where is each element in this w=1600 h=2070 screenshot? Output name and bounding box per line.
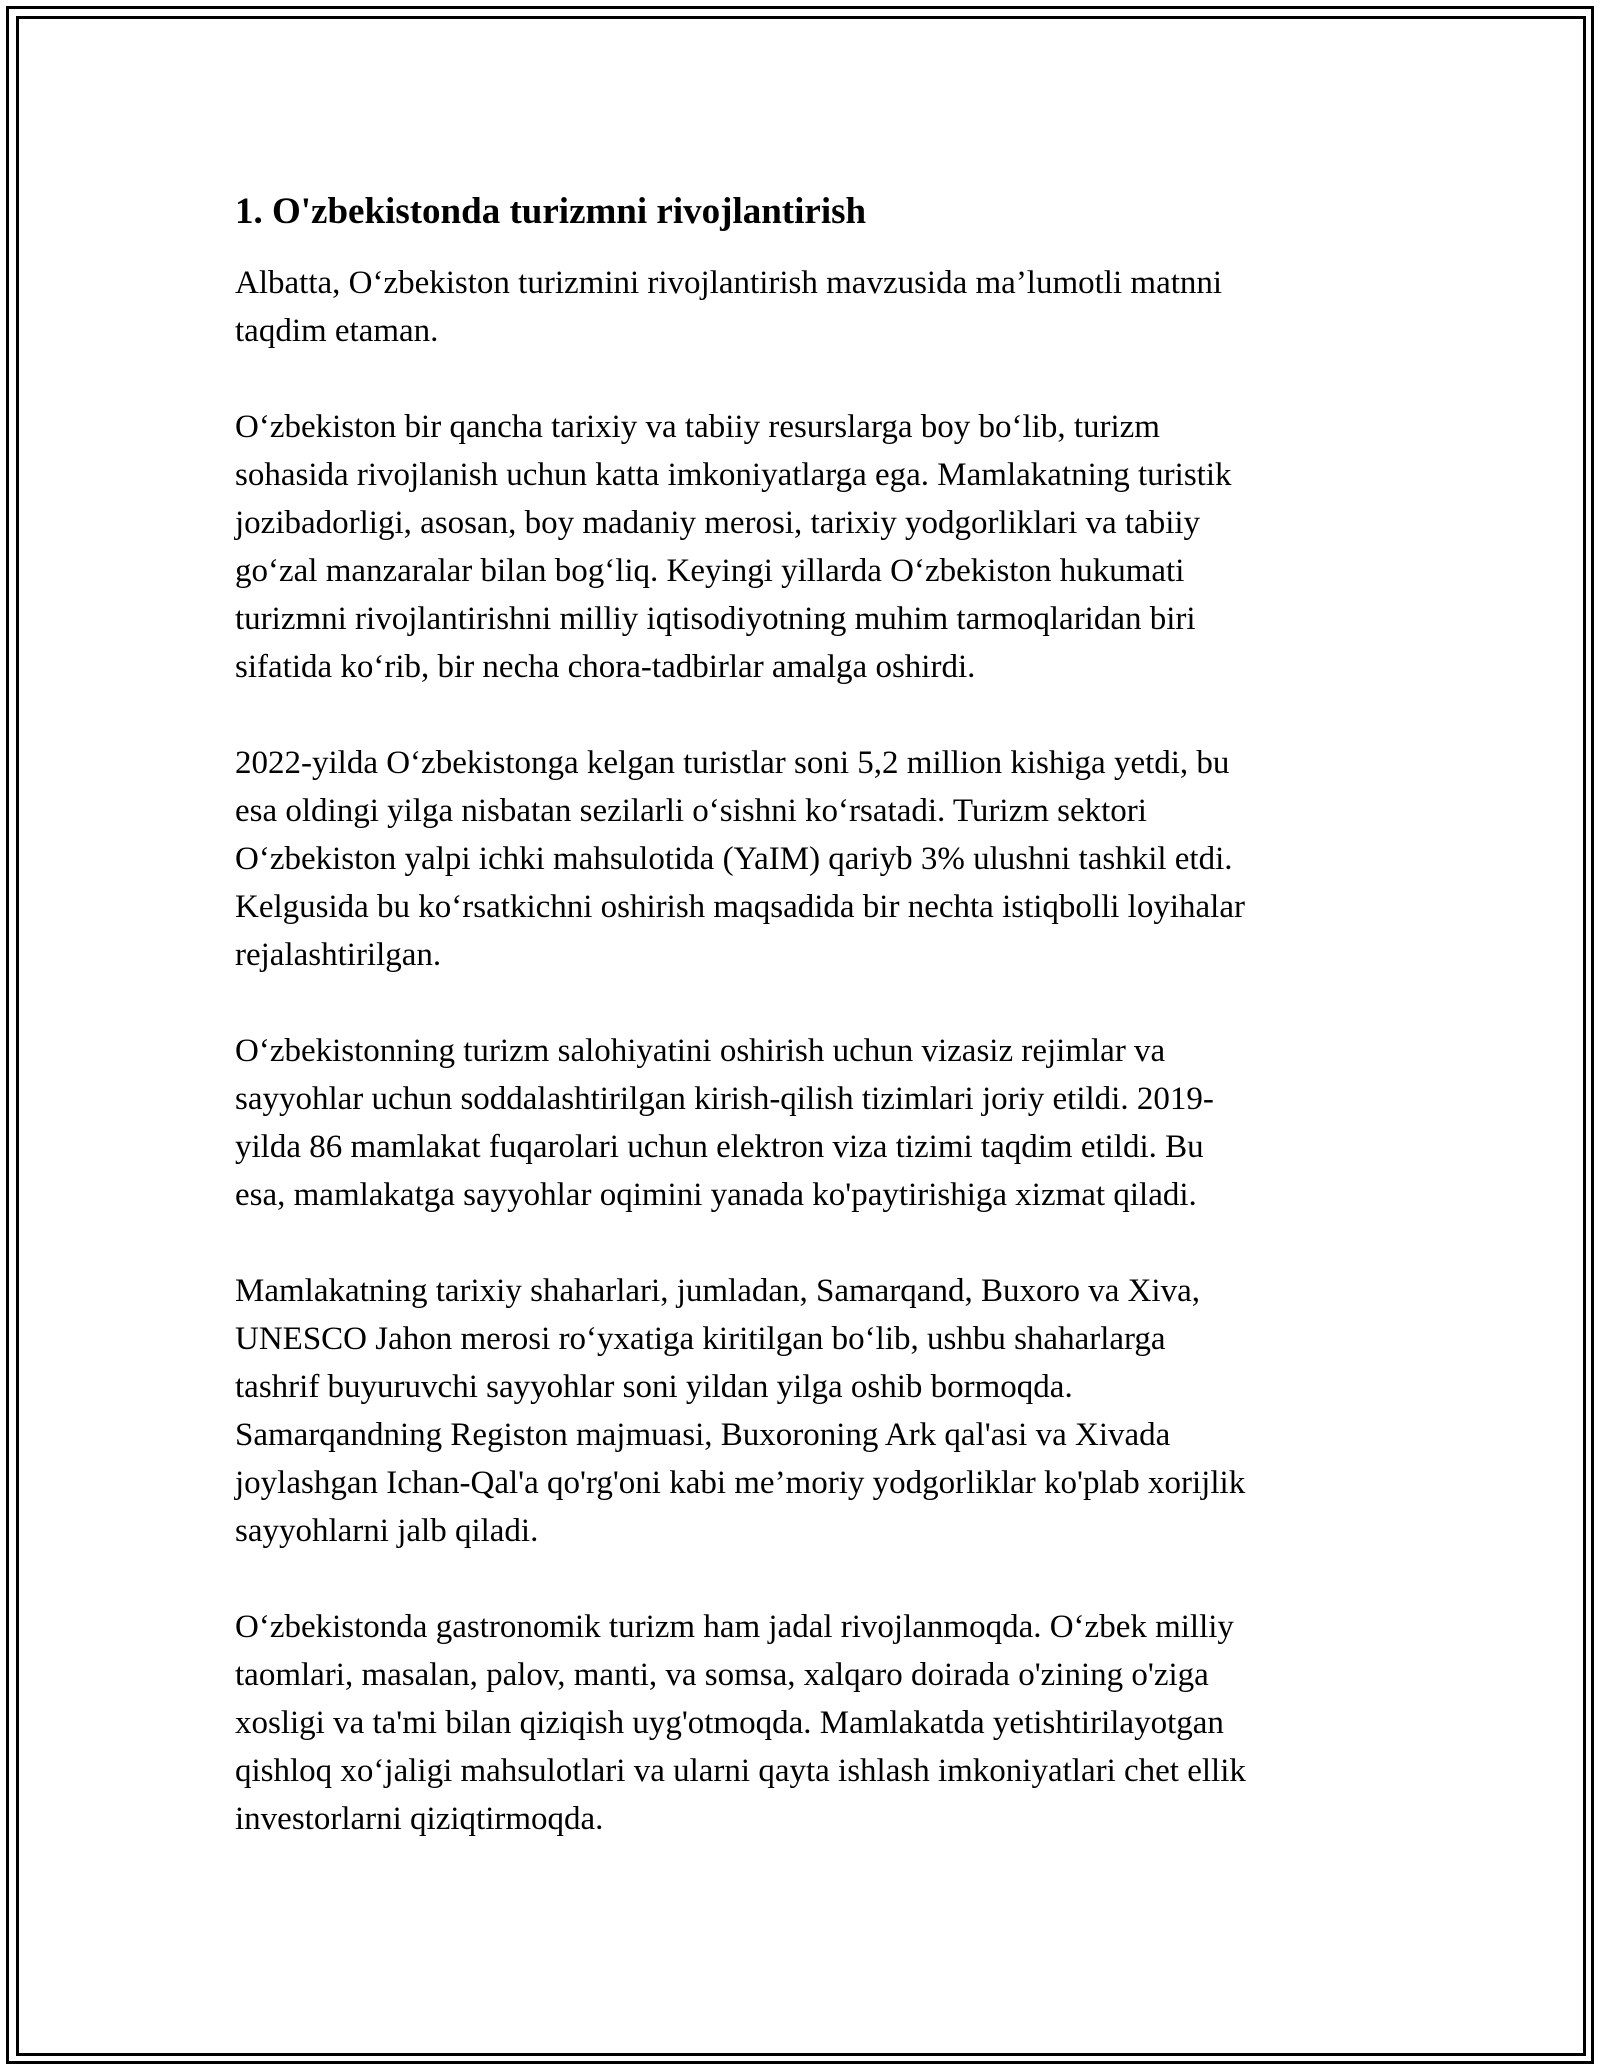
document-body: [235, 188, 1370, 1843]
paragraph-visa: O‘zbekistonning turizm salohiyatini oshirish uchun vizasiz rejimlar va sayyohlar uchun soddalashtirilgan kirish-qilish tizimlari joriy etildi. 2019- yilda 86 mamlakat fuqarolari uchun elektron viza tizimi taqdim etildi. Bu esa, mamlakatga sayyohlar oqimini yanada ko'paytirishiga xizmat qiladi.: [235, 1033, 1214, 1213]
paragraph-resources: O‘zbekiston bir qancha tarixiy va tabiiy resurslarga boy bo‘lib, turizm sohasida rivojlanish uchun katta imkoniyatlarga ega. Mamlakatning turistik jozibadorligi, asosan, boy madaniy merosi, tarixiy yodgorliklari va tabiiy go‘zal manzaralar bilan bog‘liq. Keyingi yillarda O‘zbekiston hukumati turizmni rivojlantirishni milliy iqtisodiyotning muhim tarmoqlaridan biri sifatida ko‘rib, bir necha chora-tadbirlar amalga oshirdi.: [235, 409, 1232, 685]
paragraph-historic-cities: Mamlakatning tarixiy shaharlari, jumladan, Samarqand, Buxoro va Xiva, UNESCO Jahon merosi ro‘yxatiga kiritilgan bo‘lib, ushbu shaharlarga tashrif buyuruvchi sayyohlar soni yildan yilga oshib bormoqda. Samarqandning Registon majmuasi, Buxoroning Ark qal'asi va Xivada joylashgan Ichan-Qal'a qo'rg'oni kabi me’moriy yodgorliklar ko'plab xorijlik sayyohlarni jalb qiladi.: [235, 1273, 1246, 1549]
paragraph-gastronomy: O‘zbekistonda gastronomik turizm ham jadal rivojlanmoqda. O‘zbek milliy taomlari, masalan, palov, manti, va somsa, xalqaro doirada o'zining o'ziga xosligi va ta'mi bilan qiziqish uyg'otmoqda. Mamlakatda yetishtirilayotgan qishloq xo‘jaligi mahsulotlari va ularni qayta ishlash imkoniyatlari chet ellik investorlarni qiziqtirmoqda.: [235, 1609, 1246, 1837]
document-title: 1. O'zbekistonda turizmni rivojlantirish: [235, 191, 867, 232]
paragraph-statistics: 2022-yilda O‘zbekistonga kelgan turistlar soni 5,2 million kishiga yetdi, bu esa oldingi yilga nisbatan sezilarli o‘sishni ko‘rsatadi. Turizm sektori O‘zbekiston yalpi ichki mahsulotida (YaIM) qariyb 3% ulushni tashkil etdi. Kelgusida bu ko‘rsatkichni oshirish maqsadida bir nechta istiqbolli loyihalar rejalashtirilgan.: [235, 745, 1245, 973]
paragraph-intro: Albatta, O‘zbekiston turizmini rivojlantirish mavzusida ma’lumotli matnni taqdim etaman.: [235, 265, 1223, 349]
